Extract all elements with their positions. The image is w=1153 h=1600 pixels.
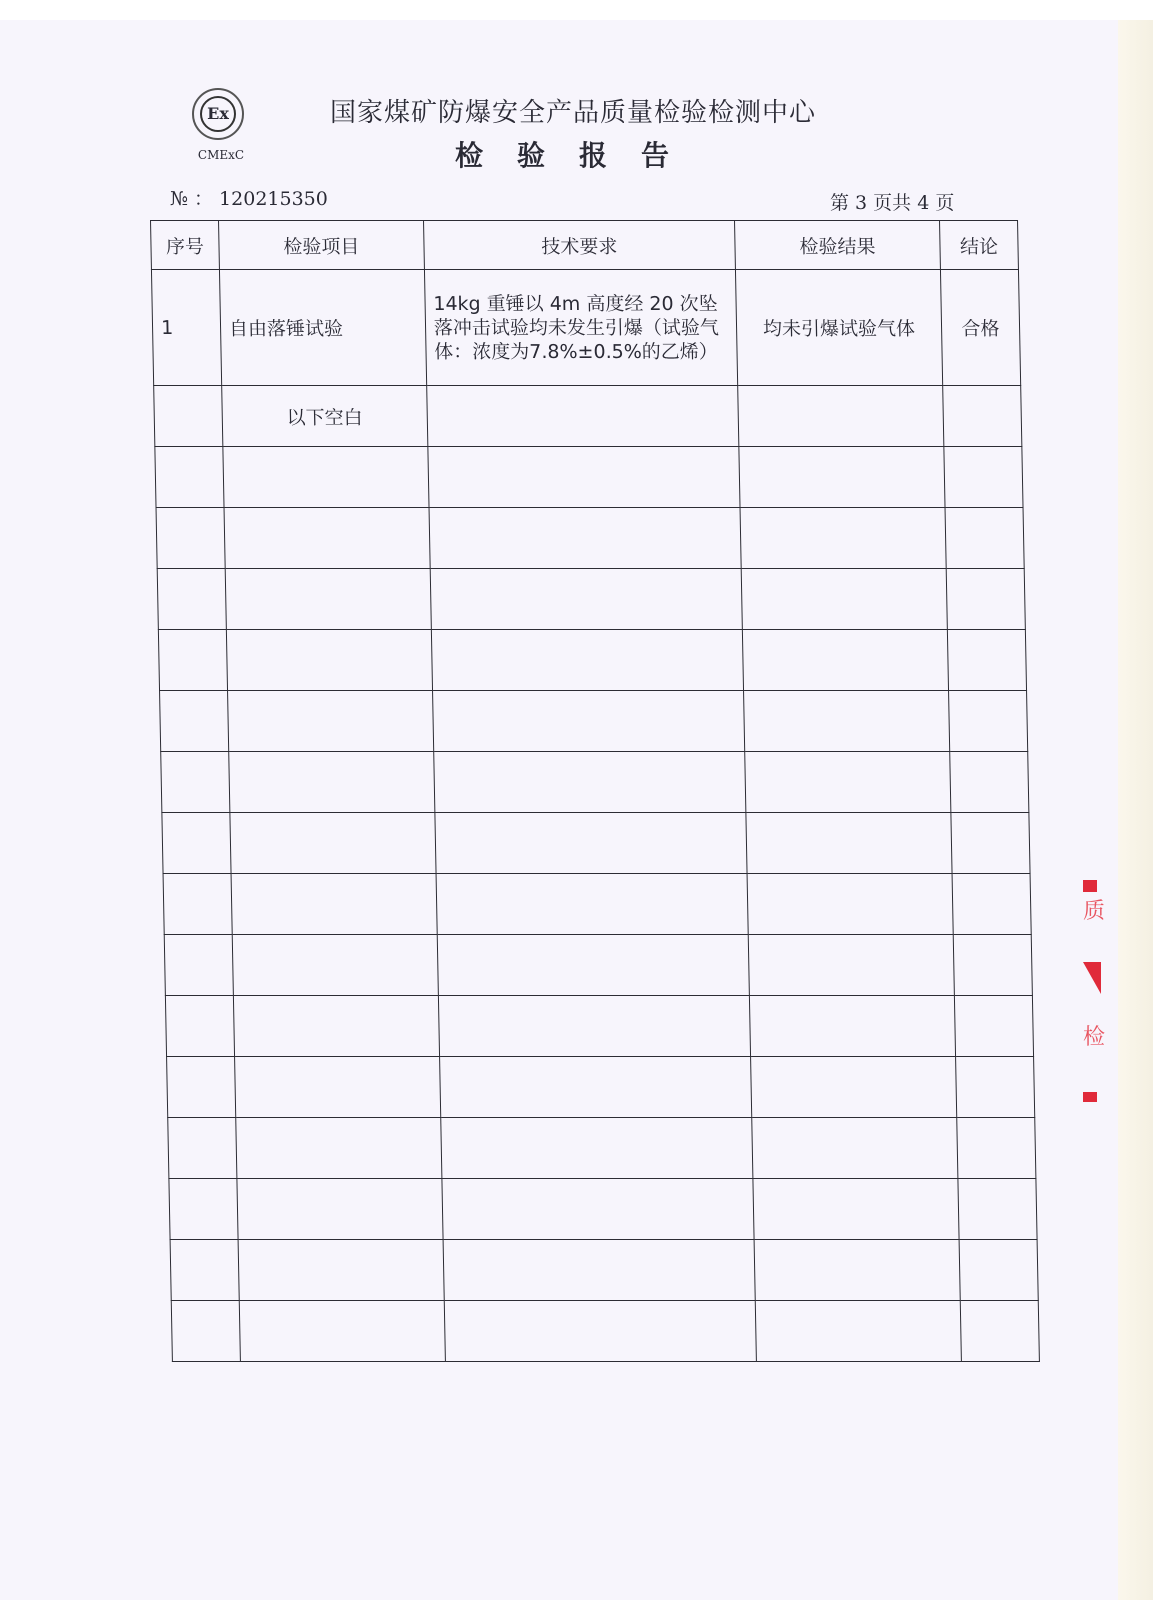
cell-conclusion: [943, 386, 1022, 447]
cell-no: 1: [151, 270, 221, 386]
cell-result: 均未引爆试验气体: [736, 270, 943, 386]
header-conclusion: 结论: [939, 221, 1018, 270]
scan-top-margin: [0, 0, 1153, 20]
table-row: [171, 1301, 1039, 1362]
organization-name: 国家煤矿防爆安全产品质量检验检测中心: [330, 98, 817, 128]
logo-ex-mark: Ex: [200, 96, 236, 132]
table-row: [170, 1240, 1038, 1301]
table-row: [163, 874, 1031, 935]
report-title: 检验报告: [455, 139, 704, 172]
header-result: 检验结果: [735, 221, 941, 270]
cell-requirement: 14kg 重锤以 4m 高度经 20 次坠落冲击试验均未发生引爆（试验气体：浓度为7.8%±0.5%的乙烯）: [424, 270, 738, 386]
logo-caption: CMExC: [197, 148, 245, 162]
table-row: [162, 813, 1030, 874]
table-row: [154, 386, 1022, 447]
cell-conclusion: 合格: [940, 270, 1020, 386]
stamp-char: 质: [1083, 899, 1106, 924]
table-row: [169, 1179, 1037, 1240]
red-seal-stamp: [1083, 880, 1106, 1105]
cell-result: [738, 386, 944, 447]
page-indicator: 第 3 页共 4 页: [830, 192, 955, 214]
header-requirement: 技术要求: [423, 221, 735, 270]
stamp-char: 检: [1083, 1025, 1106, 1050]
stamp-mark-icon: [1083, 962, 1101, 994]
inspection-table: [150, 220, 1040, 1362]
table-row: [157, 569, 1025, 630]
table-header-row: [151, 221, 1019, 270]
table-row: [158, 630, 1026, 691]
header-no: 序号: [151, 221, 220, 270]
header-item: 检验项目: [218, 221, 424, 270]
table-row: [155, 447, 1023, 508]
table-row: [165, 996, 1033, 1057]
table-row: [160, 691, 1028, 752]
page-edge: [1118, 20, 1153, 1600]
cell-item: 自由落锤试验: [219, 270, 426, 386]
table-row: [167, 1057, 1035, 1118]
table-row: [168, 1118, 1036, 1179]
cell-item: 以下空白: [222, 386, 428, 447]
table-row: [164, 935, 1032, 996]
cell-no: [154, 386, 223, 447]
table-row: [156, 508, 1024, 569]
cell-requirement: [426, 386, 738, 447]
table-row: [161, 752, 1029, 813]
table-row: [151, 270, 1020, 386]
ex-logo: [186, 88, 256, 172]
report-number: № ： 120215350: [170, 188, 328, 210]
